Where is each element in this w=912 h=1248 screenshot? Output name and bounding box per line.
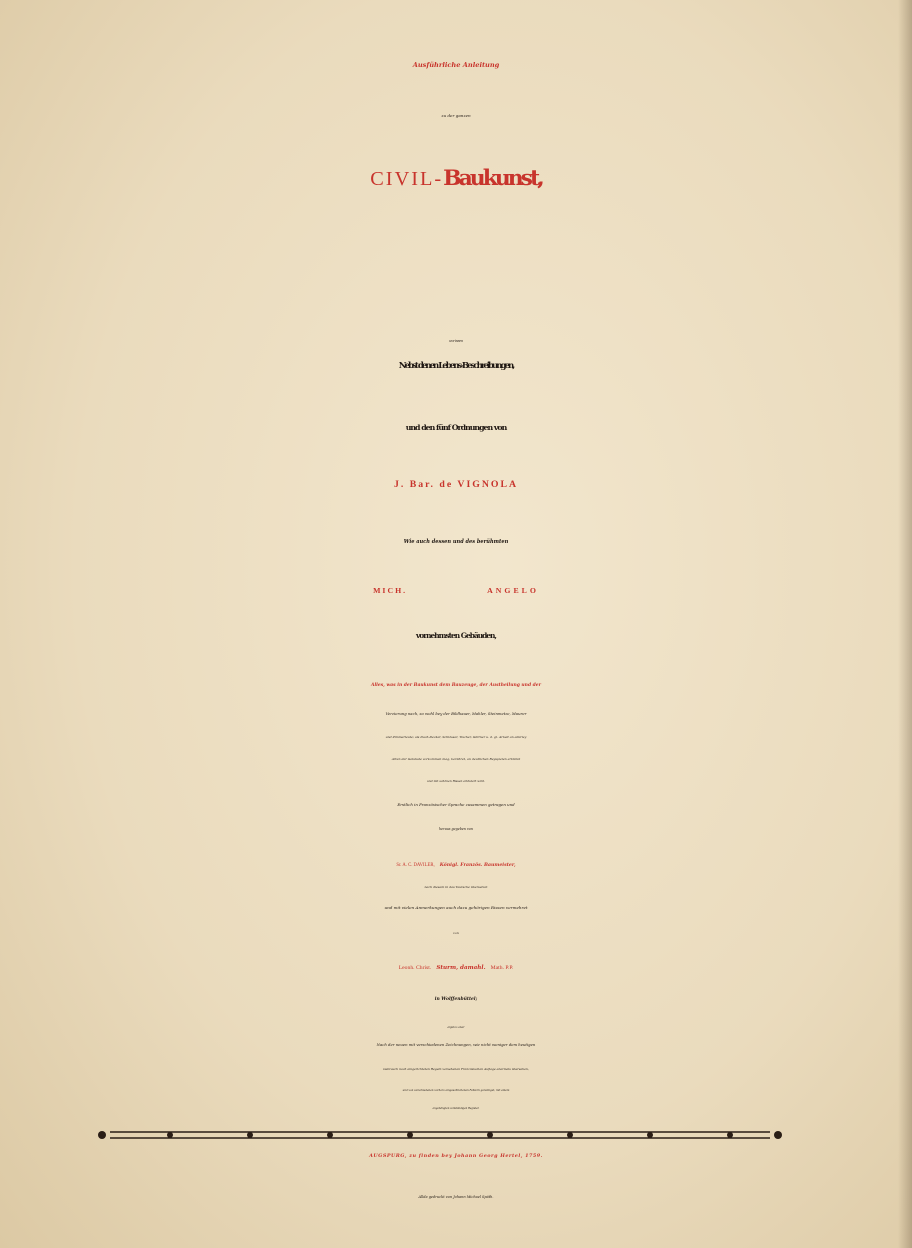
line-sturm (0, 956, 912, 972)
line-daviler (0, 853, 912, 869)
line-rissen: und mit schönen Rissen erläutert wird. (427, 779, 485, 783)
line-nach-diesem: nach diesem in das Teutsche übersetzet (424, 885, 488, 889)
line-verzierung: Verzierung nach, so wohl bey der Bildhauer, Mahler, Steinmetze, Maurer (385, 711, 527, 716)
page-edge-shadow (898, 0, 912, 1248)
line-heraus: heraus gegeben von (439, 827, 473, 831)
line-angelo: ANGELO (487, 586, 539, 595)
line-arten: Arten der Gebäude vorkommen mag, berühret, an deutlichen Beyspielen erkläret (391, 757, 521, 761)
line-sturm-first: Leonh. Christ. (398, 965, 432, 971)
line-register: angehängten vollständigen Register. (432, 1107, 480, 1110)
line-sturm-math: Math. P.P. (490, 965, 514, 971)
line-nach-der-neuen: Nach der neuen mit verschiedenen Zeichnungen, wie nicht weniger dem heutigen (376, 1042, 536, 1047)
line-gebrauch: Gebrauch nach eingerichteten Regeln versehenen Französischen Auflage abermals übersehen, (383, 1067, 529, 1071)
main-title-civil: CIVIL- (370, 168, 444, 190)
line-daviler-title: Königl. Französ. Baumeister, (439, 863, 516, 868)
line-wie-auch: Wie auch dessen und des berühmten (403, 539, 509, 545)
line-worinnen: worinnen (449, 339, 463, 343)
line-zu-der-ganzen: zu der ganzen (441, 113, 471, 118)
line-allda: Allda gedruckt von Johann Michael Späth. (418, 1195, 494, 1199)
line-fuenf-ordnungen: und den fünf Ordnungen von (405, 423, 507, 432)
ornamental-rule (90, 1122, 790, 1148)
line-anjetzo: anjetzo aber (447, 1025, 465, 1029)
main-title-baukunst: Baukunst, (443, 165, 542, 191)
line-lebens-beschreibungen: Nebst denen Lebens-Beschreibungen, (398, 361, 514, 371)
line-sturm-name: Sturm, damahl. (436, 965, 486, 971)
line-vornehmsten: vornehmsten Gebäuden, (416, 631, 496, 640)
line-vignola: J. Bar. de VIGNOLA (393, 479, 519, 490)
line-augspurg: AUGSPURG, zu finden bey Johann Georg Hertel, 1759. (369, 1153, 543, 1159)
line-anmerkungen: und mit vielen Anmerkungen auch dazu gehörigen Rissen vermehret (384, 905, 528, 910)
line-michangelo (0, 580, 912, 596)
heading-ausfuehrliche: Ausführliche Anleitung (412, 61, 500, 69)
line-mich: MICH. (373, 586, 408, 595)
line-erstlich: Erstlich in Französischer Sprache zusammen getragen und (397, 802, 515, 807)
line-alles: Alles, was in der Baukunst dem Bauzeuge, der Austheilung und der (371, 683, 541, 688)
line-wolffenbuettel: in Wolffenbüttel; (434, 997, 478, 1002)
line-daviler-name: Sr. A. C. DAVILER, (396, 863, 435, 868)
main-title (0, 165, 912, 191)
line-zimmerleute: und Zimmerleute; als Dach-Decker, Schlösser, Tischer, Gärtner u. d. gl. Arbeit an allerley (385, 735, 527, 739)
line-fehlern: und von verschiedenen vorhero eingeschlichenen Fehlern gereiniget, mit einem (402, 1089, 510, 1092)
line-von: von (453, 931, 459, 935)
